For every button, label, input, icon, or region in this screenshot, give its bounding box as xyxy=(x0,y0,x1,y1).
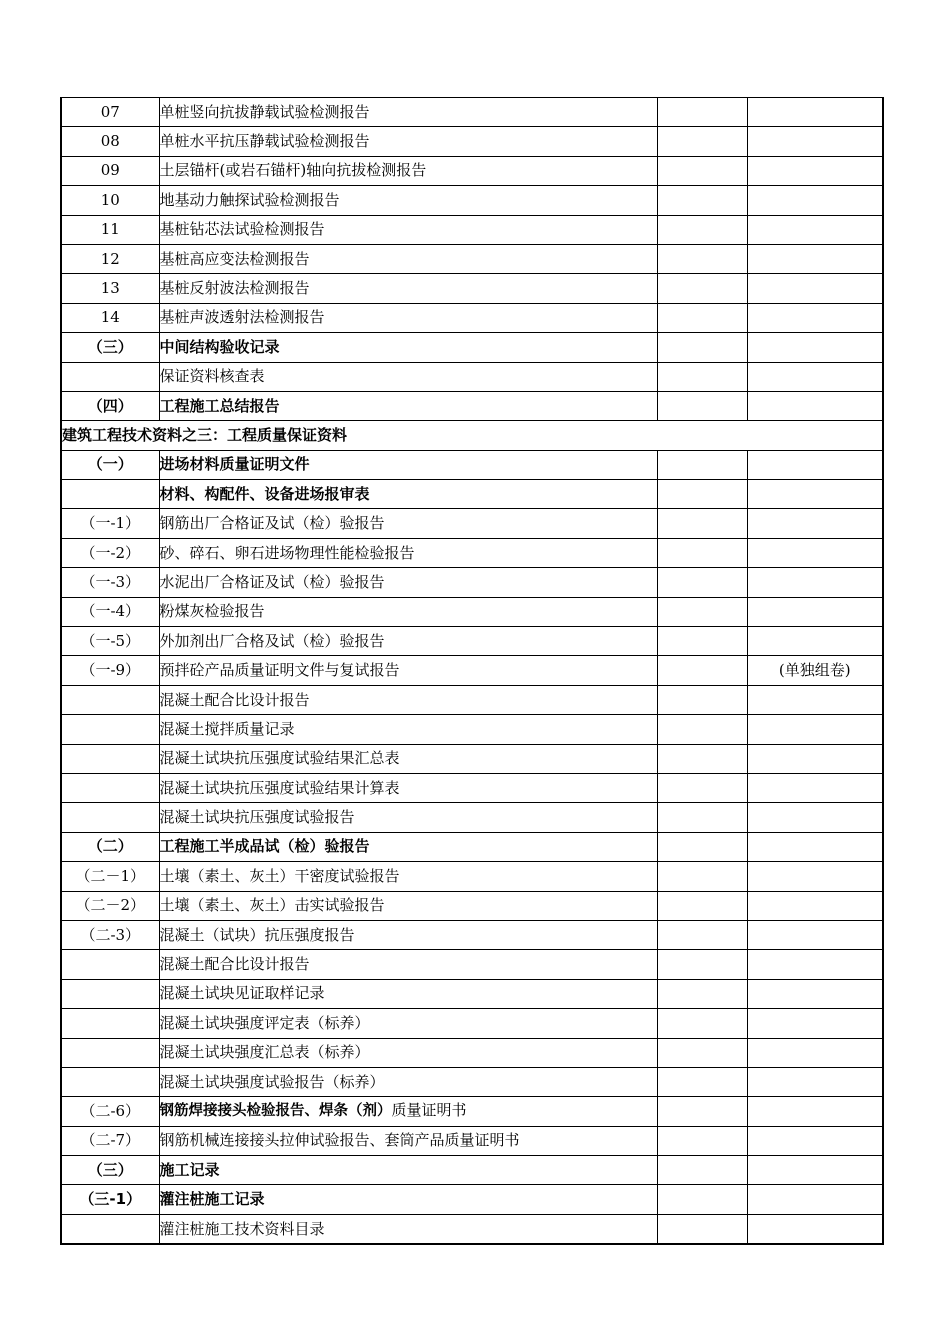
table-row xyxy=(61,685,883,714)
table-row xyxy=(61,509,883,538)
remark-cell xyxy=(747,450,883,479)
blank-cell xyxy=(657,450,747,479)
item-number-cell xyxy=(61,1214,159,1244)
table-row xyxy=(61,274,883,303)
blank-cell xyxy=(657,1097,747,1126)
item-title-cell: 土壤（素土、灰土）击实试验报告 xyxy=(159,891,657,920)
remark-cell xyxy=(747,274,883,303)
item-title-cell: 基桩高应变法检测报告 xyxy=(159,244,657,273)
table-row xyxy=(61,333,883,362)
item-number-cell: （二－1） xyxy=(61,862,159,891)
section-heading-cell: 建筑工程技术资料之三：工程质量保证资料 xyxy=(61,421,883,450)
table-row xyxy=(61,803,883,832)
item-number-cell xyxy=(61,1009,159,1038)
remark-cell xyxy=(747,1097,883,1126)
item-number-cell xyxy=(61,1067,159,1096)
item-number-cell: 07 xyxy=(61,98,159,127)
item-title-cell: 灌注桩施工技术资料目录 xyxy=(159,1214,657,1244)
blank-cell xyxy=(657,803,747,832)
table-row xyxy=(61,1038,883,1067)
remark-cell xyxy=(747,891,883,920)
item-title-cell: 工程施工总结报告 xyxy=(159,391,657,420)
blank-cell xyxy=(657,832,747,861)
blank-cell xyxy=(657,509,747,538)
remark-cell xyxy=(747,715,883,744)
remark-cell xyxy=(747,803,883,832)
item-title-cell: 材料、构配件、设备进场报审表 xyxy=(159,480,657,509)
blank-cell xyxy=(657,186,747,215)
remark-cell xyxy=(747,773,883,802)
item-number-cell: 13 xyxy=(61,274,159,303)
blank-cell xyxy=(657,773,747,802)
item-title-cell: 混凝土试块强度试验报告（标养） xyxy=(159,1067,657,1096)
remark-cell xyxy=(747,597,883,626)
table-row xyxy=(61,862,883,891)
blank-cell xyxy=(657,891,747,920)
item-number-cell: （二－2） xyxy=(61,891,159,920)
item-number-cell: （二-6） xyxy=(61,1097,159,1126)
table-row xyxy=(61,362,883,391)
table-row xyxy=(61,891,883,920)
table-row xyxy=(61,421,883,450)
item-number-cell: （一） xyxy=(61,450,159,479)
item-number-cell: （一-5） xyxy=(61,627,159,656)
blank-cell xyxy=(657,1156,747,1185)
item-number-cell xyxy=(61,715,159,744)
blank-cell xyxy=(657,362,747,391)
blank-cell xyxy=(657,1067,747,1096)
table-row xyxy=(61,715,883,744)
table-row xyxy=(61,950,883,979)
item-title-cell: 土层锚杆(或岩石锚杆)轴向抗拔检测报告 xyxy=(159,156,657,185)
item-title-cell: 水泥出厂合格证及试（检）验报告 xyxy=(159,568,657,597)
item-number-cell: （二-7） xyxy=(61,1126,159,1155)
blank-cell xyxy=(657,627,747,656)
item-title-cell: 混凝土配合比设计报告 xyxy=(159,950,657,979)
item-number-cell: （二） xyxy=(61,832,159,861)
blank-cell xyxy=(657,538,747,567)
remark-cell xyxy=(747,1214,883,1244)
item-number-cell xyxy=(61,950,159,979)
table-row xyxy=(61,480,883,509)
blank-cell xyxy=(657,656,747,685)
remark-cell xyxy=(747,156,883,185)
item-number-cell: 10 xyxy=(61,186,159,215)
table-row xyxy=(61,656,883,685)
blank-cell xyxy=(657,920,747,949)
remark-cell xyxy=(747,127,883,156)
item-number-cell xyxy=(61,773,159,802)
remark-cell xyxy=(747,1009,883,1038)
table-row xyxy=(61,391,883,420)
item-title-cell: 灌注桩施工记录 xyxy=(159,1185,657,1214)
table-row xyxy=(61,215,883,244)
item-title-cell: 混凝土试块见证取样记录 xyxy=(159,979,657,1008)
table-row xyxy=(61,538,883,567)
table-row xyxy=(61,98,883,127)
remark-cell xyxy=(747,333,883,362)
table-row xyxy=(61,597,883,626)
item-title-cell: 基桩钻芯法试验检测报告 xyxy=(159,215,657,244)
remark-cell xyxy=(747,362,883,391)
blank-cell xyxy=(657,391,747,420)
blank-cell xyxy=(657,1009,747,1038)
blank-cell xyxy=(657,98,747,127)
item-number-cell: 09 xyxy=(61,156,159,185)
item-title-cell: 砂、碎石、卵石进场物理性能检验报告 xyxy=(159,538,657,567)
blank-cell xyxy=(657,950,747,979)
blank-cell xyxy=(657,1214,747,1244)
item-title-cell: 混凝土试块抗压强度试验报告 xyxy=(159,803,657,832)
remark-cell xyxy=(747,979,883,1008)
item-title-cell: 基桩反射波法检测报告 xyxy=(159,274,657,303)
item-title-cell: 粉煤灰检验报告 xyxy=(159,597,657,626)
blank-cell xyxy=(657,274,747,303)
remark-cell xyxy=(747,627,883,656)
table-row xyxy=(61,156,883,185)
item-number-cell: （三-1） xyxy=(61,1185,159,1214)
remark-cell xyxy=(747,1185,883,1214)
table-row xyxy=(61,979,883,1008)
table-row xyxy=(61,244,883,273)
remark-cell xyxy=(747,509,883,538)
item-title-cell: 保证资料核查表 xyxy=(159,362,657,391)
item-title-cell: 中间结构验收记录 xyxy=(159,333,657,362)
blank-cell xyxy=(657,215,747,244)
remark-cell xyxy=(747,568,883,597)
remark-cell xyxy=(747,920,883,949)
table-row xyxy=(61,627,883,656)
item-number-cell: 12 xyxy=(61,244,159,273)
remark-cell xyxy=(747,303,883,332)
item-number-cell: 11 xyxy=(61,215,159,244)
item-number-cell xyxy=(61,685,159,714)
item-number-cell xyxy=(61,480,159,509)
item-title-cell: 混凝土搅拌质量记录 xyxy=(159,715,657,744)
table-row xyxy=(61,1185,883,1214)
item-title-cell: 钢筋机械连接接头拉伸试验报告、套筒产品质量证明书 xyxy=(159,1126,657,1155)
blank-cell xyxy=(657,744,747,773)
item-title-cell: 地基动力触探试验检测报告 xyxy=(159,186,657,215)
table-row xyxy=(61,1214,883,1244)
item-number-cell xyxy=(61,803,159,832)
blank-cell xyxy=(657,127,747,156)
remark-cell xyxy=(747,1156,883,1185)
remark-cell: (单独组卷) xyxy=(747,656,883,685)
item-number-cell xyxy=(61,1038,159,1067)
table-row xyxy=(61,1067,883,1096)
item-title-cell: 混凝土试块强度评定表（标养） xyxy=(159,1009,657,1038)
remark-cell xyxy=(747,685,883,714)
item-number-cell: （三） xyxy=(61,333,159,362)
remark-cell xyxy=(747,1126,883,1155)
item-number-cell: （三） xyxy=(61,1156,159,1185)
table-row xyxy=(61,450,883,479)
document-page xyxy=(60,97,882,1245)
blank-cell xyxy=(657,685,747,714)
item-title-cell: 混凝土（试块）抗压强度报告 xyxy=(159,920,657,949)
table-row xyxy=(61,1009,883,1038)
table-row xyxy=(61,1156,883,1185)
remark-cell xyxy=(747,1038,883,1067)
blank-cell xyxy=(657,303,747,332)
item-title-cell: 钢筋出厂合格证及试（检）验报告 xyxy=(159,509,657,538)
blank-cell xyxy=(657,568,747,597)
item-title-cell: 工程施工半成品试（检）验报告 xyxy=(159,832,657,861)
blank-cell xyxy=(657,597,747,626)
item-number-cell xyxy=(61,362,159,391)
blank-cell xyxy=(657,862,747,891)
item-title-cell xyxy=(159,1097,657,1126)
item-title-bold-part: 钢筋焊接接头检验报告、焊条（剂） xyxy=(159,1103,392,1120)
table-row xyxy=(61,127,883,156)
remark-cell xyxy=(747,480,883,509)
remark-cell xyxy=(747,744,883,773)
blank-cell xyxy=(657,333,747,362)
remark-cell xyxy=(747,832,883,861)
item-number-cell: 08 xyxy=(61,127,159,156)
remark-cell xyxy=(747,1067,883,1096)
item-title-cell: 外加剂出厂合格及试（检）验报告 xyxy=(159,627,657,656)
item-number-cell: （四） xyxy=(61,391,159,420)
item-number-cell: （二-3） xyxy=(61,920,159,949)
blank-cell xyxy=(657,1038,747,1067)
item-number-cell: （一-4） xyxy=(61,597,159,626)
blank-cell xyxy=(657,1185,747,1214)
item-number-cell xyxy=(61,979,159,1008)
item-title-rest-part: 质量证明书 xyxy=(391,1101,467,1120)
table-row xyxy=(61,1097,883,1126)
item-title-cell: 混凝土配合比设计报告 xyxy=(159,685,657,714)
item-title-cell: 预拌砼产品质量证明文件与复试报告 xyxy=(159,656,657,685)
item-title-cell: 混凝土试块抗压强度试验结果汇总表 xyxy=(159,744,657,773)
archive-index-table xyxy=(60,97,884,1245)
table-row xyxy=(61,303,883,332)
table-row xyxy=(61,920,883,949)
item-number-cell: （一-3） xyxy=(61,568,159,597)
item-number-cell: （一-2） xyxy=(61,538,159,567)
blank-cell xyxy=(657,715,747,744)
remark-cell xyxy=(747,98,883,127)
table-row xyxy=(61,186,883,215)
remark-cell xyxy=(747,186,883,215)
blank-cell xyxy=(657,480,747,509)
table-body xyxy=(61,98,883,1245)
item-title-cell: 混凝土试块抗压强度试验结果计算表 xyxy=(159,773,657,802)
item-number-cell: 14 xyxy=(61,303,159,332)
table-row xyxy=(61,744,883,773)
item-title-cell: 基桩声波透射法检测报告 xyxy=(159,303,657,332)
item-number-cell xyxy=(61,744,159,773)
remark-cell xyxy=(747,244,883,273)
item-title-cell: 单桩竖向抗拔静载试验检测报告 xyxy=(159,98,657,127)
item-title-cell: 施工记录 xyxy=(159,1156,657,1185)
item-number-cell: （一-1） xyxy=(61,509,159,538)
blank-cell xyxy=(657,1126,747,1155)
item-number-cell: （一-9） xyxy=(61,656,159,685)
item-title-cell: 土壤（素土、灰土）干密度试验报告 xyxy=(159,862,657,891)
blank-cell xyxy=(657,244,747,273)
blank-cell xyxy=(657,979,747,1008)
remark-cell xyxy=(747,538,883,567)
remark-cell xyxy=(747,215,883,244)
blank-cell xyxy=(657,156,747,185)
remark-cell xyxy=(747,862,883,891)
item-title-cell: 进场材料质量证明文件 xyxy=(159,450,657,479)
remark-cell xyxy=(747,391,883,420)
item-title-cell: 单桩水平抗压静载试验检测报告 xyxy=(159,127,657,156)
table-row xyxy=(61,1126,883,1155)
table-row xyxy=(61,773,883,802)
table-row xyxy=(61,568,883,597)
table-row xyxy=(61,832,883,861)
item-title-cell: 混凝土试块强度汇总表（标养） xyxy=(159,1038,657,1067)
remark-cell xyxy=(747,950,883,979)
